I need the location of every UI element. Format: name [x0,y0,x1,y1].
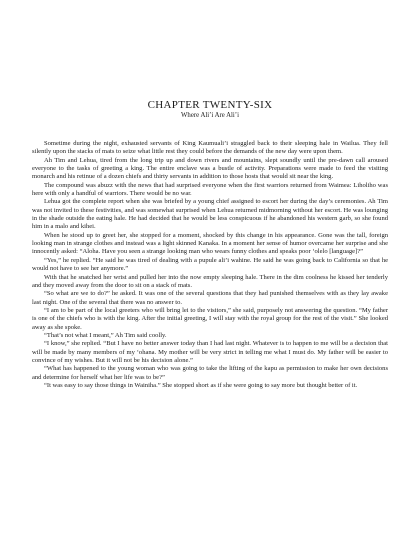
paragraph: “It was easy to say those things in Wainiha.” She stopped short as if she were going to say more but thought better of it. [44,381,358,389]
paragraph: Lehua got the complete report when she was briefed by a young chief assigned to escort her during the day’s ceremonies. Ah Tim was not invited to these festivities, and was somewhat surprised when Lehua returned midmorning without her escort. He was lounging in the shade outside the eating hale. He had decided that he would be less conspicuous if he abandoned his western garb, so she found him in a malo and kihei. [32,198,388,231]
paragraph: “That’s not what I meant,” Ah Tim said coolly. [44,331,167,339]
paragraph: Sometime during the night, exhausted servants of King Kaumuali’i straggled back to their sleeping hale in Wailua. They fell silently upon the stacks of mats to seize what little rest they could before the demands of the new day were upon them. [32,140,388,156]
paragraph: “So what are we to do?” he asked. It was one of the several questions that they had punished themselves with as they lay awake last night. One of the several that there was no answer to. [32,290,388,306]
paragraph: “What has happened to the young woman who was going to take the lifting of the kapu as permission to make her own decisions and determine for herself what her life was to be?” [32,365,388,381]
paragraph: Ah Tim and Lehua, tired from the long trip up and down rivers and mountains, slept soundly until the pre-dawn call aroused everyone to the tasks of greeting a king. The entire enclave was a bustle of activity. Preparations were made to feed the visiting monarch and his retinue of a dozen chiefs and thirty servants in addition to those hosts that would sit near the king. [32,156,388,181]
chapter-subtitle: Where Ali’i Are Ali’i [181,112,239,119]
paragraph: With that he snatched her wrist and pulled her into the now empty sleeping hale. There in the dim coolness he kissed her tenderly and they moved away from the door to sit on a stack of mats. [32,273,388,289]
chapter-title: CHAPTER TWENTY-SIX [147,99,273,111]
paragraph: “I am to be part of the local greeters who will bring lei to the visitors,” she said, purposely not answering the question. “My father is one of the chiefs who is with the king. After the initial greeting, I will stay with the royal group for the rest of the visit.” She looked away as she spoke. [32,306,388,331]
paragraph: “I know,” she replied. “But I have no better answer today than I had last night. Whatever is to happen to me will be a decision that will be made by many members of my ‘ohana. My mother will be very strict in telling me what I must do. My father will be easier to convince of my wishes. But it will not be his decision alone.” [32,340,388,364]
paragraph: The compound was abuzz with the news that had surprised everyone when the first warriors returned from Waimea: Liholiho was here with only a handful of warriors. There would be no war. [32,181,388,198]
body-text [32,140,388,390]
paragraph: “Yes,” he replied. “He said he was tired of dealing with a pupule ali’i wahine. He said he was going back to California so that he would not have to see her anymore.” [32,256,388,273]
paragraph: When he stood up to greet her, she stopped for a moment, shocked by this change in his appearance. Gone was the tall, foreign looking man in strange clothes and instead was a light skinned Kanaka. In a moment her sense of humor overcame her surprise and she innocently asked: “Aloha. Have you seen a strange looking man who wears funny clothes and speaks poor ‘olelo [language]?” [32,231,388,256]
